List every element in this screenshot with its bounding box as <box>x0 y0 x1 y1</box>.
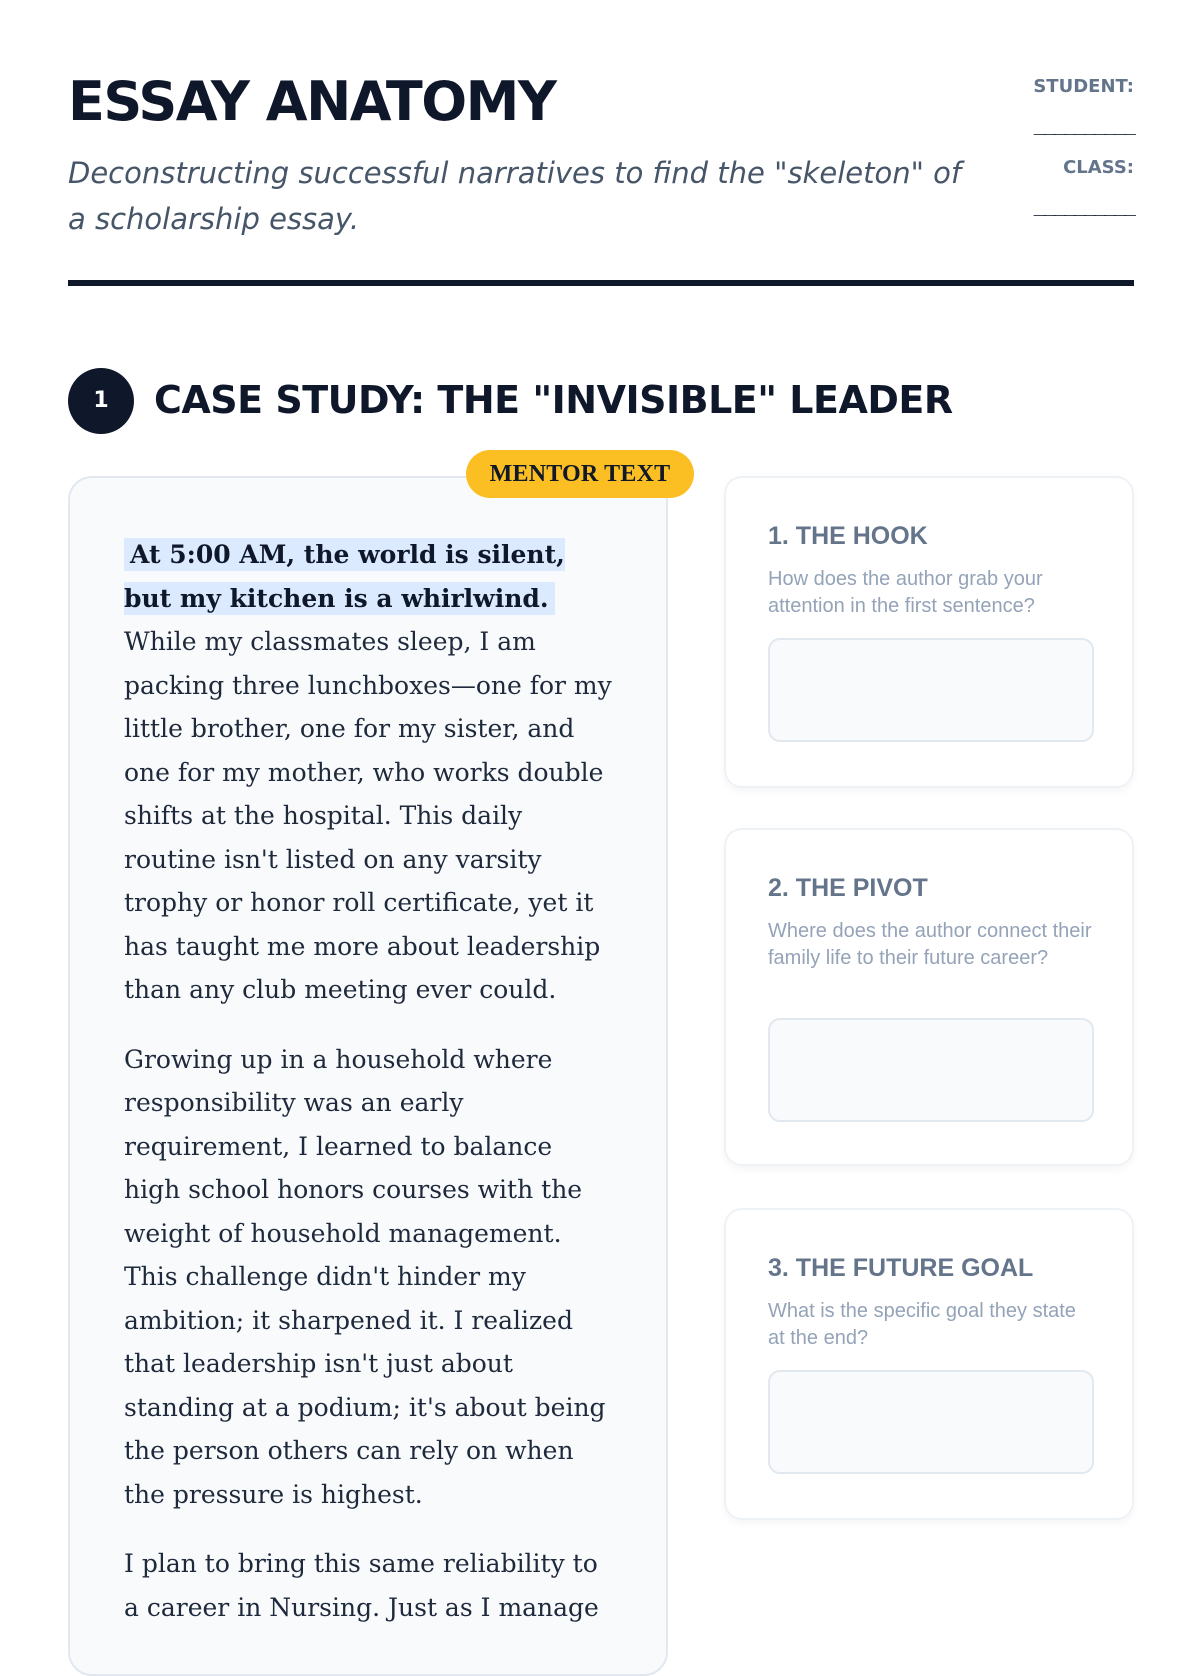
essay-text <box>124 533 614 1655</box>
student-label: STUDENT: <box>1033 76 1134 97</box>
mentor-text-badge: MENTOR TEXT <box>466 450 694 498</box>
answer-box-pivot[interactable] <box>768 1018 1094 1122</box>
question-prompt: What is the specific goal they state at the end? <box>768 1300 1076 1349</box>
question-title: 2. THE PIVOT <box>768 874 928 902</box>
mentor-text-card <box>68 476 668 1676</box>
question-card-future-goal <box>724 1208 1134 1520</box>
answer-box-hook[interactable] <box>768 638 1094 742</box>
page-title: ESSAY ANATOMY <box>68 70 556 133</box>
question-card-hook <box>724 476 1134 788</box>
class-name-line: __________ <box>1033 192 1134 216</box>
essay-paragraph-1-rest: While my classmates sleep, I am packing three lunchboxes—one for my little brother, one for my sister, and one for my mother, who works double shifts at the hospital. This daily routine isn't listed on any varsity trophy or honor roll certificate, yet it has taught me more about leadership than any club meeting ever could. <box>124 627 612 1004</box>
section-title: CASE STUDY: THE "INVISIBLE" LEADER <box>154 378 953 422</box>
essay-paragraph-2: Growing up in a household where responsibility was an early requirement, I learned to balance high school honors courses with the weight of household management. This challenge didn't hinder my ambition; it sharpened it. I realized that leadership isn't just about standing at a podium; it's about being the person others can rely on when the pressure is highest. <box>124 1044 606 1509</box>
student-meta <box>954 76 1134 238</box>
worksheet-header <box>68 60 1134 284</box>
header-divider <box>68 280 1134 286</box>
section-number-badge: 1 <box>68 368 134 434</box>
hook-highlight: At 5:00 AM, the world is silent, but my kitchen is a whirlwind. <box>124 540 565 613</box>
class-label: CLASS: <box>1063 157 1134 178</box>
essay-paragraph-1 <box>124 533 614 1012</box>
question-title: 3. THE FUTURE GOAL <box>768 1254 1034 1282</box>
essay-paragraph-3: I plan to bring this same reliability to a career in Nursing. Just as I manage <box>124 1549 599 1622</box>
question-prompt: How does the author grab your attention in the first sentence? <box>768 568 1043 617</box>
question-title: 1. THE HOOK <box>768 522 928 550</box>
answer-box-future-goal[interactable] <box>768 1370 1094 1474</box>
page-subtitle: Deconstructing successful narratives to find the "skeleton" of a scholarship essay. <box>68 156 962 236</box>
question-card-pivot <box>724 828 1134 1166</box>
question-prompt: Where does the author connect their family life to their future career? <box>768 920 1092 969</box>
student-name-line: __________ <box>1033 111 1134 135</box>
